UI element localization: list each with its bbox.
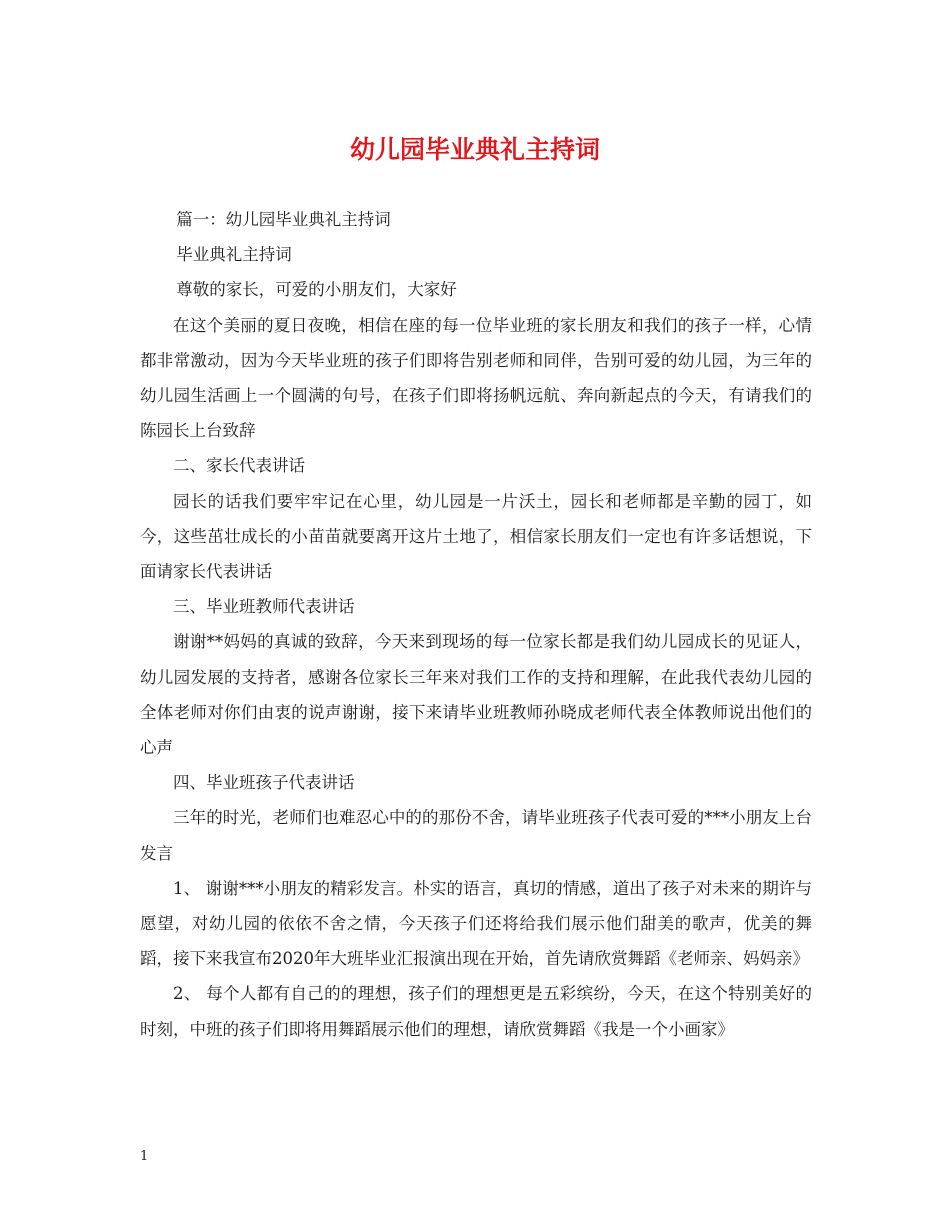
body-paragraph: 谢谢**妈妈的真诚的致辞，今天来到现场的每一位家长都是我们幼儿园成长的见证人，幼儿园发展的支持者，感谢各位家长三年来对我们工作的支持和理解，在此我代表幼儿园的全体老师对你们由衷的说声谢谢，接下来请毕业班教师孙晓成老师代表全体教师说出他们的心声: [140, 632, 812, 758]
page-number: 1: [140, 1149, 149, 1164]
greeting-paragraph: 尊敬的家长，可爱的小朋友们，大家好: [176, 280, 457, 300]
body-paragraph: 园长的话我们要牢牢记在心里，幼儿园是一片沃土，园长和老师都是辛勤的园丁，如今，这些茁壮成长的小苗苗就要离开这片土地了，相信家长朋友们一定也有许多话想说，下面请家长代表讲话: [140, 491, 812, 582]
section-heading: 四、毕业班孩子代表讲话: [173, 773, 355, 793]
numbered-paragraph: 2、 每个人都有自己的的理想，孩子们的理想更是五彩缤纷，今天，在这个特别美好的时刻，中班的孩子们即将用舞蹈展示他们的理想，请欣赏舞蹈《我是一个小画家》: [140, 984, 812, 1039]
subheading: 毕业典礼主持词: [176, 245, 292, 265]
section-heading: 二、家长代表讲话: [173, 456, 305, 476]
section-heading: 三、毕业班教师代表讲话: [173, 597, 355, 617]
body-paragraph: 在这个美丽的夏日夜晚，相信在座的每一位毕业班的家长朋友和我们的孩子一样，心情都非常激动，因为今天毕业班的孩子们即将告别老师和同伴，告别可爱的幼儿园，为三年的幼儿园生活画上一个圆满的句号，在孩子们即将扬帆远航、奔向新起点的今天，有请我们的陈园长上台致辞: [140, 315, 812, 441]
document-body: [140, 202, 812, 1047]
document-title: 幼儿园毕业典礼主持词: [349, 135, 600, 164]
body-paragraph: 三年的时光，老师们也难忍心中的的那份不舍，请毕业班孩子代表可爱的***小朋友上台发言: [140, 808, 812, 863]
section-heading: 篇一：幼儿园毕业典礼主持词: [176, 210, 391, 229]
numbered-paragraph: 1、 谢谢***小朋友的精彩发言。朴实的语言，真切的情感，道出了孩子对未来的期许与愿望，对幼儿园的依依不舍之情，今天孩子们还将给我们展示他们甜美的歌声，优美的舞蹈，接下来我宣布2020年大班毕业汇报演出现在开始，首先请欣赏舞蹈《老师亲、妈妈亲》: [140, 878, 812, 969]
